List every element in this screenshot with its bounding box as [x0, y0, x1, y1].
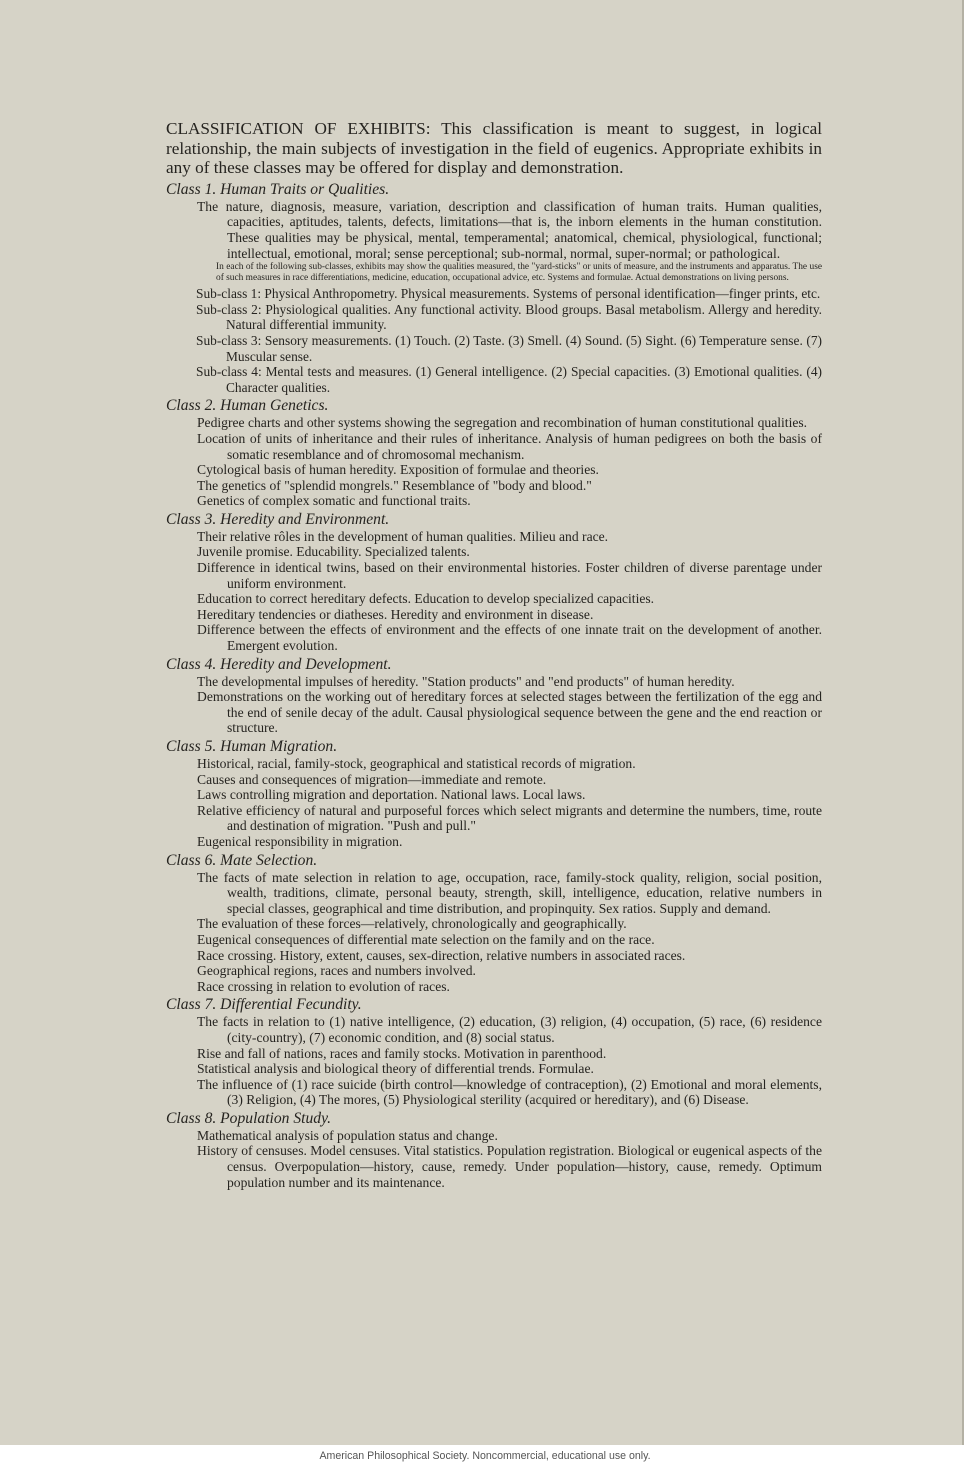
class-paragraph: Hereditary tendencies or diatheses. Heredity and environment in disease.: [197, 606, 594, 622]
class-paragraph: Historical, racial, family-stock, geographical and statistical records of migration.: [197, 756, 636, 771]
subclass-paragraph: Sub-class 3: Sensory measurements. (1) Touch. (2) Taste. (3) Smell. (4) Sound. (5) Sight. (6) Temperature sense. (7) Muscular sense.: [196, 332, 822, 364]
class-2-section: [166, 397, 822, 509]
class-paragraph: Rise and fall of nations, races and family stocks. Motivation in parenthood.: [197, 1045, 607, 1061]
class-8-section: [166, 1110, 822, 1190]
class-paragraph: Their relative rôles in the development of human qualities. Milieu and race.: [197, 528, 609, 544]
class-paragraph: Statistical analysis and biological theory of differential trends. Formulae.: [197, 1061, 594, 1077]
class-6-section: [166, 852, 822, 995]
class-paragraph: Relative efficiency of natural and purposeful forces which select migrants and determine the numbers, time, route and destination of migration. "Push and pull.": [197, 802, 822, 834]
class-paragraph: Geographical regions, races and numbers involved.: [197, 963, 476, 979]
class-heading: Class 5. Human Migration.: [166, 738, 338, 755]
class-5-section: [166, 738, 822, 850]
subclass-paragraph: Sub-class 2: Physiological qualities. Any functional activity. Blood groups. Basal metabolism. Allergy and heredity. Natural differential immunity.: [196, 301, 822, 333]
class-paragraph: Eugenical responsibility in migration.: [197, 833, 403, 849]
class-paragraph: Mathematical analysis of population status and change.: [197, 1127, 498, 1143]
class-1-section: [166, 181, 822, 396]
class-heading: Class 7. Differential Fecundity.: [166, 996, 362, 1014]
class-paragraph: The facts in relation to (1) native intelligence, (2) education, (3) religion, (4) occupation, (5) race, (6) residence (city-country), (7) economic condition, and (8) social status.: [197, 1014, 822, 1045]
class-paragraph: Causes and consequences of migration—immediate and remote.: [197, 771, 547, 787]
class-paragraph: The developmental impulses of heredity. "Station products" and "end products" of human heredity.: [197, 673, 735, 689]
class-paragraph: Pedigree charts and other systems showing the segregation and recombination of human constitutional qualities.: [197, 415, 808, 431]
class-paragraph: Cytological basis of human heredity. Exposition of formulae and theories.: [197, 462, 599, 478]
subclass-paragraph: Sub-class 4: Mental tests and measures. (1) General intelligence. (2) Special capacities. (3) Emotional qualities. (4) Character qualities.: [196, 364, 822, 395]
class-3-section: [166, 511, 822, 654]
class-paragraph: Eugenical consequences of differential mate selection on the family and on the race.: [197, 931, 655, 947]
class-paragraph: The nature, diagnosis, measure, variation, description and classification of human traits. Human qualities, capacities, aptitudes, talents, defects, limitations—that is, the inborn elements in the human constitution. These qualities may be physical, mental, temperamental; anatomical, chemical, physiological, functional; intellectual, emotional, moral; sense perceptional; sub-normal, normal, super-normal; or pathological.: [197, 198, 822, 261]
class-heading: Class 4. Heredity and Development.: [166, 655, 392, 673]
class-heading: Class 2. Human Genetics.: [166, 397, 329, 415]
document-body: [166, 119, 822, 1190]
class-paragraph: The genetics of "splendid mongrels." Resemblance of "body and blood.": [197, 477, 592, 493]
class-paragraph: The facts of mate selection in relation to age, occupation, race, family-stock quality, religion, social position, wealth, traditions, climate, personal beauty, strength, skill, intelligence, education, relative numbers in special classes, geographical and time distribution, and propinquity. Sex ratios. Supply and demand.: [197, 869, 822, 916]
class-heading: Class 6. Mate Selection.: [166, 851, 318, 869]
class-heading: Class 3. Heredity and Environment.: [166, 510, 390, 528]
class-7-section: [166, 996, 822, 1108]
class-paragraph: The influence of (1) race suicide (birth control—knowledge of contraception), (2) Emotional and moral elements, (3) Religion, (4) The mores, (5) Physiological sterility (acquired or hereditary), and (6) Disease.: [197, 1076, 822, 1108]
class-paragraph: Education to correct hereditary defects. Education to develop specialized capacities.: [197, 591, 655, 607]
subclass-paragraph: Sub-class 1: Physical Anthropometry. Physical measurements. Systems of personal identification—finger prints, etc.: [196, 286, 821, 302]
class-paragraph: Genetics of complex somatic and functional traits.: [197, 493, 471, 509]
class-paragraph: Race crossing. History, extent, causes, sex-direction, relative numbers in associated races.: [197, 947, 686, 963]
class-paragraph: Race crossing in relation to evolution of races.: [197, 978, 450, 994]
class-paragraph: Difference between the effects of environment and the effects of one innate trait on the development of another. Emergent evolution.: [197, 622, 822, 654]
class-heading: Class 8. Population Study.: [166, 1109, 332, 1127]
class-paragraph: Difference in identical twins, based on their environmental histories. Foster children of diverse parentage under uniform environment.: [197, 560, 822, 591]
class-heading: Class 1. Human Traits or Qualities.: [166, 180, 390, 198]
class-paragraph: Location of units of inheritance and their rules of inheritance. Analysis of human pedigrees on both the basis of somatic resemblance and of chromosomal mechanism.: [197, 430, 822, 462]
class-4-section: [166, 656, 822, 736]
class-paragraph: Juvenile promise. Educability. Specialized talents.: [197, 544, 470, 560]
class-note: In each of the following sub-classes, exhibits may show the qualities measured, the "yard-sticks" or units of measure, and the instruments and apparatus. The use of such measures in race differentiations, medicine, education, occupational advice, etc. Systems and formulae. Actual demonstrations on living persons.: [216, 262, 822, 284]
copyright-footer: American Philosophical Society. Noncommercial, educational use only.: [319, 1450, 651, 1462]
class-paragraph: Demonstrations on the working out of hereditary forces at selected stages between the fertilization of the egg and the end of senile decay of the adult. Causal physiological sequence between the gene and the end reaction or structure.: [197, 689, 822, 736]
class-paragraph: History of censuses. Model censuses. Vital statistics. Population registration. Biological or eugenical aspects of the census. Overpopulation—history, cause, remedy. Under population—history, cause, remedy. Optimum population number and its maintenance.: [197, 1143, 822, 1190]
class-paragraph: Laws controlling migration and deportation. National laws. Local laws.: [197, 787, 586, 803]
intro-paragraph: CLASSIFICATION OF EXHIBITS: This classification is meant to suggest, in logical relationship, the main subjects of investigation in the field of eugenics. Appropriate exhibits in any of these classes may be offered for display and demonstration.: [166, 119, 822, 178]
class-paragraph: The evaluation of these forces—relatively, chronologically and geographically.: [197, 916, 627, 932]
